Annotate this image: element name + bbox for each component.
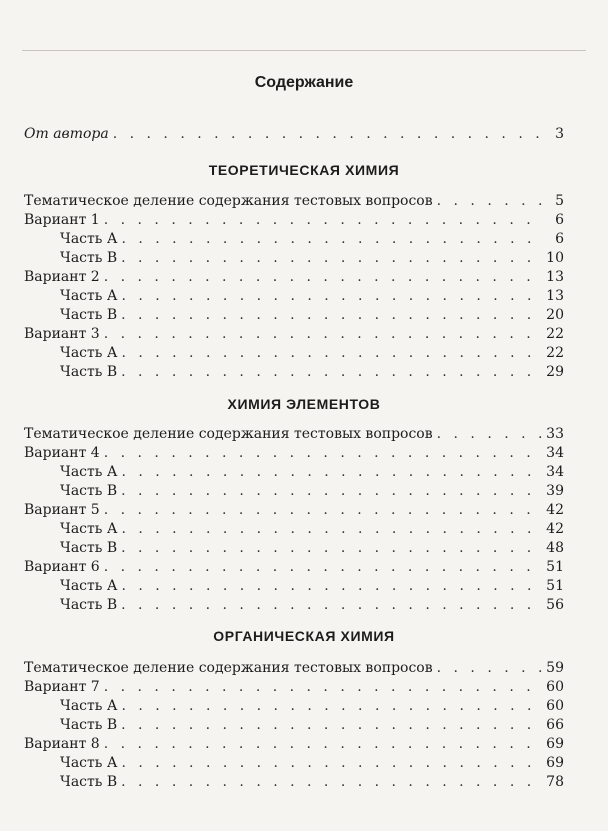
- toc-entry-label: Вариант 1: [24, 212, 100, 228]
- toc-entry-label: Часть В: [60, 540, 118, 556]
- toc-entry-label: Часть А: [60, 698, 118, 714]
- leader-dots: [104, 324, 542, 344]
- toc-entry-intro: [24, 124, 564, 144]
- toc-entry: [24, 658, 564, 678]
- toc-entry-label: Часть В: [60, 483, 118, 499]
- toc-entry: [60, 462, 564, 482]
- leader-dots: [104, 677, 542, 697]
- toc-entry-label: Часть А: [60, 755, 118, 771]
- toc-entry-label: Тематическое деление содержания тестовых вопросов: [24, 660, 433, 676]
- toc-entry-page: 20: [546, 307, 564, 323]
- toc-entry-page: 22: [546, 345, 564, 361]
- toc-entry: [24, 210, 564, 230]
- toc-entry: [24, 267, 564, 287]
- toc-entry-label: Часть В: [60, 250, 118, 266]
- toc-entry: [60, 753, 564, 773]
- toc-entry-page: 66: [546, 717, 564, 733]
- toc-entry-label: Часть В: [60, 307, 118, 323]
- toc-entry: [60, 696, 564, 716]
- leader-dots: [121, 248, 542, 268]
- toc-entry-page: 29: [546, 364, 564, 380]
- leader-dots: [121, 286, 542, 306]
- toc-entry-label: Вариант 2: [24, 269, 100, 285]
- leader-dots: [121, 362, 542, 382]
- toc-entry: [24, 734, 564, 754]
- toc-entry-label: Часть А: [60, 231, 118, 247]
- toc-entry: [60, 772, 564, 792]
- toc-entry: [60, 286, 564, 306]
- toc-entry-page: 69: [546, 755, 564, 771]
- toc-entry-page: 42: [546, 521, 564, 537]
- leader-dots: [121, 772, 542, 792]
- toc-entry-page: 13: [546, 269, 564, 285]
- toc-entry-page: 39: [546, 483, 564, 499]
- toc-entry-page: 51: [546, 578, 564, 594]
- leader-dots: [104, 267, 542, 287]
- toc-entry-label: Часть А: [60, 464, 118, 480]
- header-rule: [22, 50, 586, 51]
- leader-dots: [121, 229, 542, 249]
- toc-entry-label: Вариант 7: [24, 679, 100, 695]
- toc-entry-page: 6: [555, 231, 564, 247]
- toc-entry-label: Вариант 3: [24, 326, 100, 342]
- toc-entry: [60, 715, 564, 735]
- toc-entry: [24, 191, 564, 211]
- toc-entry-page: 56: [546, 597, 564, 613]
- toc-entry: [60, 538, 564, 558]
- leader-dots: [104, 500, 542, 520]
- toc-entry: [60, 481, 564, 501]
- leader-dots: [121, 481, 542, 501]
- leader-dots: [121, 538, 542, 558]
- leader-dots: [121, 519, 542, 539]
- leader-dots: [121, 305, 542, 325]
- toc-entry-page: 48: [546, 540, 564, 556]
- toc-entry-page: 22: [546, 326, 564, 342]
- toc-entry-label: Тематическое деление содержания тестовых вопросов: [24, 426, 433, 442]
- leader-dots: [113, 124, 542, 144]
- leader-dots: [121, 696, 542, 716]
- section-title-elements: ХИМИЯ ЭЛЕМЕНТОВ: [227, 396, 381, 412]
- toc-entry: [60, 595, 564, 615]
- leader-dots: [121, 595, 542, 615]
- toc-entry-page: 34: [546, 464, 564, 480]
- leader-dots: [104, 557, 542, 577]
- toc-entry-label: Часть В: [60, 774, 118, 790]
- toc-entry-label: Часть А: [60, 288, 118, 304]
- toc-entry: [24, 324, 564, 344]
- toc-entry-label: Часть В: [60, 364, 118, 380]
- toc-entry: [24, 500, 564, 520]
- toc-entry-label: Часть А: [60, 521, 118, 537]
- leader-dots: [104, 443, 542, 463]
- leader-dots: [121, 753, 542, 773]
- leader-dots: [104, 734, 542, 754]
- leader-dots: [104, 210, 542, 230]
- toc-entry: [60, 519, 564, 539]
- toc-entry-page: 5: [555, 193, 564, 209]
- toc-entry-label: Тематическое деление содержания тестовых вопросов: [24, 193, 433, 209]
- toc-entry-page: 60: [546, 698, 564, 714]
- toc-entry-page: 69: [546, 736, 564, 752]
- leader-dots: [121, 576, 542, 596]
- toc-entry-page: 33: [546, 426, 564, 442]
- toc-entry-label: Вариант 5: [24, 502, 100, 518]
- toc-entry-page: 51: [546, 559, 564, 575]
- section-title-theoretical: ТЕОРЕТИЧЕСКАЯ ХИМИЯ: [208, 162, 400, 178]
- page-title: Содержание: [254, 74, 354, 91]
- section-title-organic: ОРГАНИЧЕСКАЯ ХИМИЯ: [213, 628, 395, 644]
- leader-dots: [121, 715, 542, 735]
- leader-dots: [121, 462, 542, 482]
- toc-entry: [60, 229, 564, 249]
- toc-entry-page: 34: [546, 445, 564, 461]
- leader-dots: [437, 424, 542, 444]
- toc-entry-page: 3: [555, 126, 564, 142]
- toc-entry: [60, 362, 564, 382]
- toc-entry-label: Часть В: [60, 717, 118, 733]
- toc-entry: [60, 343, 564, 363]
- toc-entry-page: 59: [546, 660, 564, 676]
- toc-entry: [60, 576, 564, 596]
- toc-entry-label: Часть А: [60, 578, 118, 594]
- toc-entry: [24, 424, 564, 444]
- toc-entry-label: Вариант 4: [24, 445, 100, 461]
- leader-dots: [437, 658, 542, 678]
- toc-entry-page: 42: [546, 502, 564, 518]
- toc-entry-page: 78: [546, 774, 564, 790]
- leader-dots: [121, 343, 542, 363]
- toc-entry-label: Вариант 8: [24, 736, 100, 752]
- toc-entry-label: Вариант 6: [24, 559, 100, 575]
- toc-entry-label: Часть А: [60, 345, 118, 361]
- toc-entry-page: 60: [546, 679, 564, 695]
- toc-entry: [60, 248, 564, 268]
- leader-dots: [437, 191, 542, 211]
- toc-entry: [24, 557, 564, 577]
- toc-entry: [24, 677, 564, 697]
- toc-entry-label: Часть В: [60, 597, 118, 613]
- toc-entry-page: 6: [555, 212, 564, 228]
- toc-entry-page: 13: [546, 288, 564, 304]
- toc-entry: [24, 443, 564, 463]
- toc-entry-page: 10: [546, 250, 564, 266]
- toc-entry-label: От автора: [24, 126, 109, 142]
- toc-entry: [60, 305, 564, 325]
